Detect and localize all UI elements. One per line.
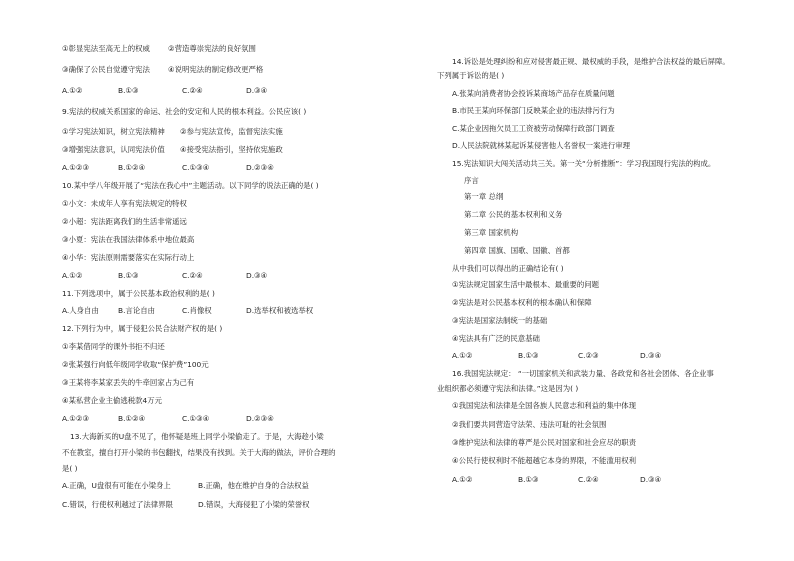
q15-option-d[interactable]: D.③④ — [640, 351, 662, 360]
q9-option-b[interactable]: B.①②④ — [118, 163, 146, 172]
q16-option-a[interactable]: A.①② — [452, 475, 473, 484]
q12-option-c[interactable]: C.①③④ — [182, 414, 210, 423]
q12-item-1: ①李某借同学的课外书拒不归还 — [62, 342, 165, 351]
q11-option-d[interactable]: D.选举权和被选举权 — [246, 306, 314, 315]
q9-item-1: ①学习宪法知识，树立宪法精神 — [62, 127, 165, 136]
q9-item-2: ②参与宪法宣传，监督宪法实施 — [180, 127, 283, 136]
q15-toc-chapter-3: 第三章 国家机构 — [464, 228, 519, 237]
q15-option-a[interactable]: A.①② — [452, 351, 473, 360]
q8-item-4: ④说明宪法的制定修改更严格 — [168, 65, 264, 74]
q16-option-d[interactable]: D.③④ — [640, 475, 662, 484]
q14-option-a[interactable]: A.张某向消费者协会投诉某商场产品存在质量问题 — [452, 89, 615, 98]
q12-option-d[interactable]: D.②③④ — [246, 414, 274, 423]
q9-item-4: ④接受宪法指引，坚持依宪施政 — [180, 145, 283, 154]
q8-option-c[interactable]: C.②④ — [182, 86, 203, 95]
q12-item-4: ④某私营企业主偷逃税款4万元 — [62, 396, 163, 405]
q9-stem: 9.宪法的权威关系国家的命运、社会的安定和人民的根本利益。公民应该( ) — [62, 107, 307, 116]
q15-item-1: ①宪法规定国家生活中最根本、最重要的问题 — [452, 280, 600, 289]
q8-option-b[interactable]: B.①③ — [118, 86, 139, 95]
q16-item-1: ①我国宪法和法律是全国各族人民意志和利益的集中体现 — [452, 401, 637, 410]
q13-option-d[interactable]: D.错误，大海侵犯了小梁的荣誉权 — [198, 500, 310, 509]
q10-option-a[interactable]: A.①② — [62, 271, 83, 280]
q14-option-d[interactable]: D.人民法院就林某起诉某侵害他人名誉权一案进行审理 — [452, 141, 631, 150]
q9-option-d[interactable]: D.②③④ — [246, 163, 274, 172]
q12-option-a[interactable]: A.①②③ — [62, 414, 90, 423]
q15-item-2: ②宪法是对公民基本权利的根本确认和保障 — [452, 298, 592, 307]
q15-toc-chapter-2: 第二章 公民的基本权利和义务 — [464, 210, 563, 219]
q16-item-2: ②我们要共同营造守法荣、违法可耻的社会氛围 — [452, 420, 607, 429]
q16-stem-line-2: 业组织都必须遵守宪法和法律。”这是因为( ) — [437, 384, 579, 393]
q14-option-b[interactable]: B.市民王某向环保部门反映某企业的违法排污行为 — [452, 106, 615, 115]
q15-item-3: ③宪法是国家法制统一的基础 — [452, 316, 548, 325]
q12-option-b[interactable]: B.①②④ — [118, 414, 146, 423]
q15-option-b[interactable]: B.①③ — [518, 351, 539, 360]
q14-stem-line-1: 14.诉讼是处理纠纷和应对侵害最正规、最权威的手段，是维护合法权益的最后屏障。 — [452, 57, 730, 66]
q13-stem-line-1: 13.大海新买的U盘不见了，他怀疑是班上同学小梁偷走了。于是，大海趁小梁 — [70, 432, 324, 441]
q16-item-3: ③维护宪法和法律的尊严是公民对国家和社会应尽的职责 — [452, 438, 637, 447]
q14-option-c[interactable]: C.某企业因拖欠员工工资被劳动保障行政部门调查 — [452, 124, 615, 133]
q10-item-4: ④小华：宪法原则需要落实在实际行动上 — [62, 253, 195, 262]
q9-option-c[interactable]: C.①③④ — [182, 163, 210, 172]
q15-stem: 15.宪法知识大闯关活动共三关。第一关“分析推断”：学习我国现行宪法的构成。 — [452, 159, 716, 168]
q16-stem-line-1: 16.我国宪法规定： “一切国家机关和武装力量、各政党和各社会团体、各企业事 — [452, 369, 714, 378]
q14-stem-line-2: 下列属于诉讼的是( ) — [437, 71, 505, 80]
q10-item-1: ①小文：未成年人享有宪法规定的特权 — [62, 199, 187, 208]
q8-option-a[interactable]: A.①② — [62, 86, 83, 95]
q8-option-d[interactable]: D.③④ — [246, 86, 268, 95]
q13-option-c[interactable]: C.错误，行使权利越过了法律界限 — [62, 500, 173, 509]
q10-option-d[interactable]: D.③④ — [246, 271, 268, 280]
q13-stem-line-2: 不在教室，擅自打开小梁的书包翻找，结果没有找到。关于大海的做法，评价合理的 — [62, 448, 336, 457]
q15-item-4: ④宪法具有广泛的民意基础 — [452, 334, 540, 343]
q16-option-b[interactable]: B.①③ — [518, 475, 539, 484]
q13-stem-line-3: 是( ) — [62, 464, 78, 473]
q15-toc-preface: 序言 — [464, 176, 479, 185]
q16-option-c[interactable]: C.②④ — [578, 475, 599, 484]
q12-item-2: ②张某强行向低年级同学收取“保护费”100元 — [62, 360, 209, 369]
q15-toc-chapter-1: 第一章 总纲 — [464, 192, 504, 201]
q11-stem: 11.下列选项中，属于公民基本政治权利的是( ) — [62, 289, 215, 298]
q16-item-4: ④公民行使权利时不能超越它本身的界限，不能滥用权利 — [452, 456, 637, 465]
q8-item-2: ②营造尊崇宪法的良好氛围 — [168, 44, 256, 53]
q10-option-b[interactable]: B.①③ — [118, 271, 139, 280]
q10-option-c[interactable]: C.②④ — [182, 271, 203, 280]
q11-option-a[interactable]: A.人身自由 — [62, 306, 99, 315]
q10-item-2: ②小超：宪法距离我们的生活非常遥远 — [62, 217, 187, 226]
q11-option-c[interactable]: C.肖像权 — [182, 306, 212, 315]
q11-option-b[interactable]: B.言论自由 — [118, 306, 155, 315]
q12-stem: 12.下列行为中，属于侵犯公民合法财产权的是( ) — [62, 324, 223, 333]
q10-stem: 10.某中学八年级开展了“宪法在我心中”主题活动。以下同学的说法正确的是( ) — [62, 181, 319, 190]
q8-item-3: ③确保了公民自觉遵守宪法 — [62, 65, 150, 74]
q13-option-b[interactable]: B.正确，他在维护自身的合法权益 — [198, 481, 309, 490]
q15-option-c[interactable]: C.②③ — [578, 351, 599, 360]
q8-item-1: ①彰显宪法至高无上的权威 — [62, 44, 150, 53]
q15-lead: 从中我们可以得出的正确结论有( ) — [452, 264, 564, 273]
q9-item-3: ③增强宪法意识，认同宪法价值 — [62, 145, 165, 154]
q13-option-a[interactable]: A.正确，U盘很有可能在小梁身上 — [62, 481, 171, 490]
q12-item-3: ③王某将李某家丢失的牛牵回家占为己有 — [62, 378, 195, 387]
q10-item-3: ③小夏：宪法在我国法律体系中地位最高 — [62, 235, 195, 244]
q9-option-a[interactable]: A.①②③ — [62, 163, 90, 172]
q15-toc-chapter-4: 第四章 国旗、国歌、国徽、首都 — [464, 246, 570, 255]
